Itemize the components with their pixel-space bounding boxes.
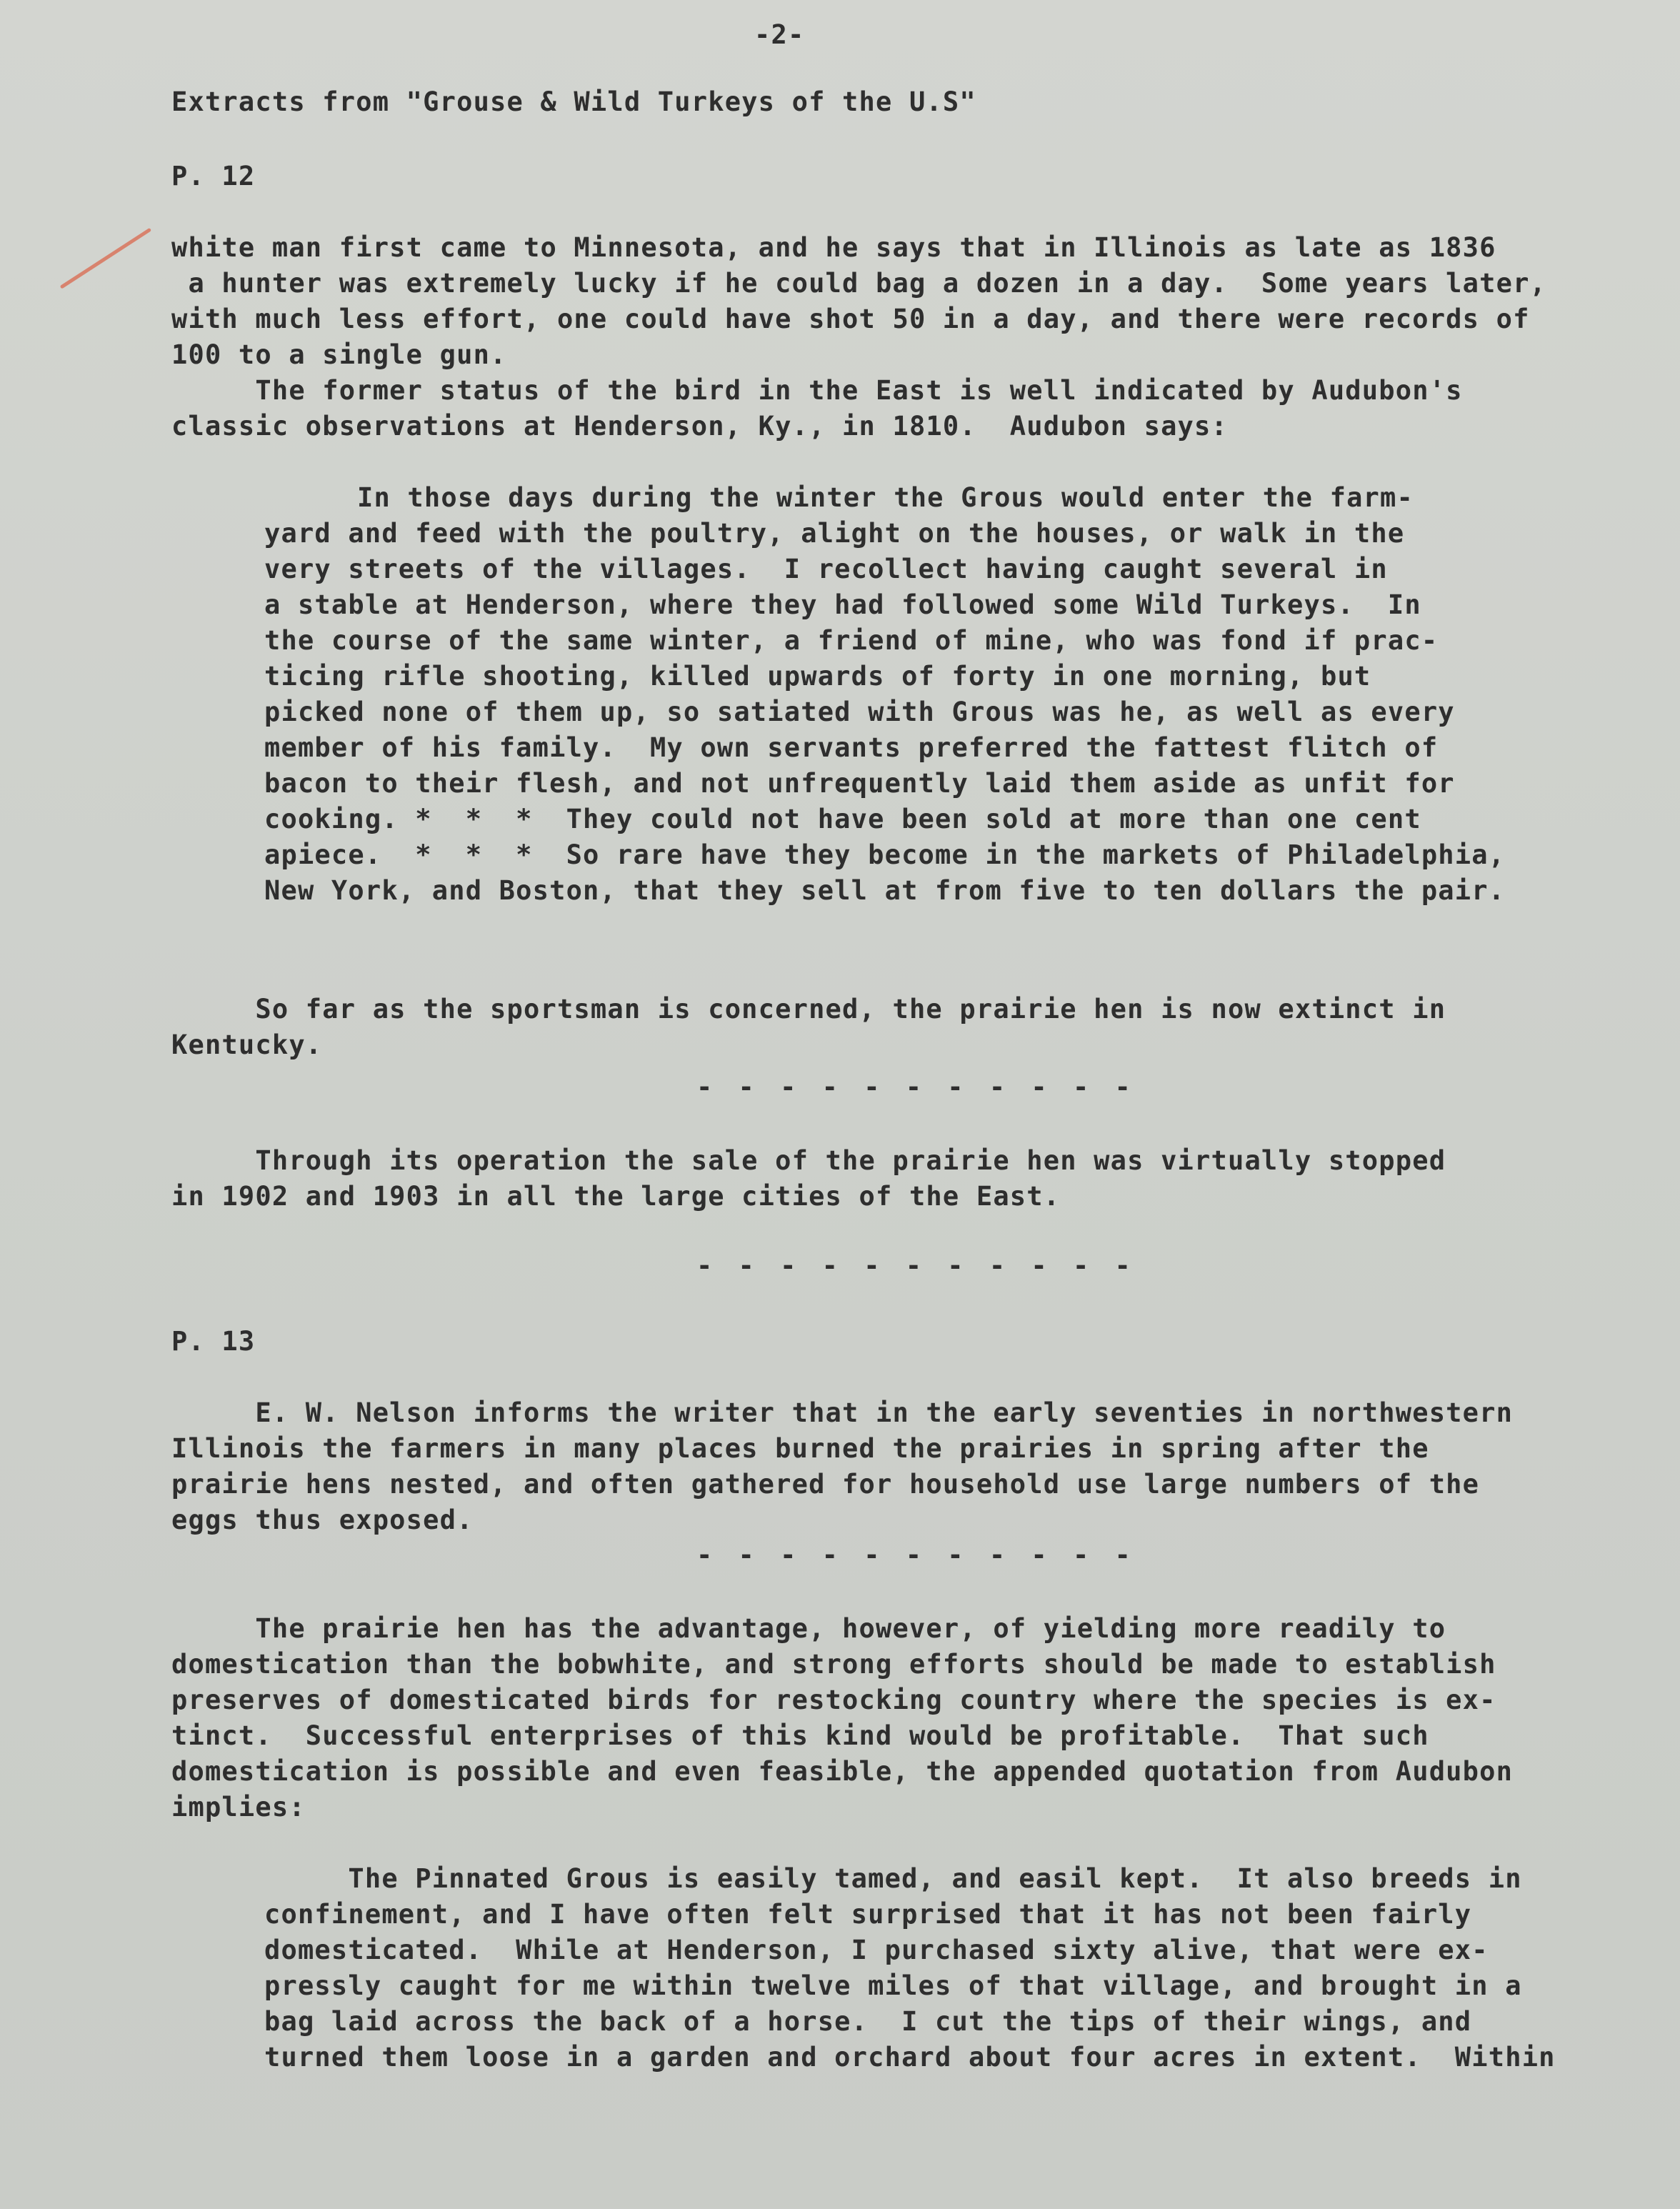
separator-dashes: - - - - - - - - - - - — [696, 1072, 1136, 1102]
text-line: eggs thus exposed. — [171, 1505, 474, 1535]
text-line: preserves of domesticated birds for restocking country where the species is ex- — [171, 1685, 1496, 1715]
text-line: tinct. Successful enterprises of this kind would be profitable. That such — [171, 1720, 1429, 1751]
quote-line: cooking. * * * They could not have been sold at more than one cent — [264, 804, 1421, 834]
quote-line: turned them loose in a garden and orchard about four acres in extent. Within — [264, 2042, 1556, 2073]
text-line: a hunter was extremely lucky if he could bag a dozen in a day. Some years later, — [171, 268, 1547, 299]
text-line: The prairie hen has the advantage, however, of yielding more readily to — [171, 1613, 1446, 1644]
document-heading: Extracts from "Grouse & Wild Turkeys of the U.S" — [171, 86, 976, 117]
section-label-p12: P. 12 — [171, 161, 256, 191]
text-line: implies: — [171, 1792, 306, 1822]
page-number: -2- — [754, 19, 805, 50]
quote-line: confinement, and I have often felt surprised that it has not been fairly — [264, 1899, 1472, 1930]
text-line: 100 to a single gun. — [171, 339, 507, 370]
text-line: So far as the sportsman is concerned, the prairie hen is now extinct in — [171, 994, 1446, 1024]
margin-pencil-mark — [60, 228, 152, 289]
quote-line: In those days during the winter the Grous would enter the farm- — [357, 482, 1414, 513]
section-label-p13: P. 13 — [171, 1326, 256, 1357]
text-line: white man first came to Minnesota, and he says that in Illinois as late as 1836 — [171, 232, 1496, 263]
text-line: prairie hens nested, and often gathered for household use large numbers of the — [171, 1469, 1480, 1500]
quote-line: bacon to their flesh, and not unfrequently laid them aside as unfit for — [264, 768, 1455, 799]
quote-line: picked none of them up, so satiated with Grous was he, as well as every — [264, 697, 1455, 727]
text-line: domestication than the bobwhite, and strong efforts should be made to establish — [171, 1649, 1496, 1680]
quote-line: apiece. * * * So rare have they become in the markets of Philadelphia, — [264, 839, 1506, 870]
separator-dashes: - - - - - - - - - - - — [696, 1540, 1136, 1570]
quote-line: very streets of the villages. I recollect having caught several in — [264, 554, 1388, 584]
quote-line: the course of the same winter, a friend of mine, who was fond if prac- — [264, 625, 1439, 656]
quote-line: pressly caught for me within twelve miles of that village, and brought in a — [264, 1970, 1522, 2001]
quote-line: ticing rifle shooting, killed upwards of forty in one morning, but — [264, 661, 1371, 692]
quote-line: member of his family. My own servants preferred the fattest flitch of — [264, 732, 1439, 763]
text-line: Through its operation the sale of the prairie hen was virtually stopped — [171, 1145, 1446, 1176]
text-line: in 1902 and 1903 in all the large cities of the East. — [171, 1181, 1061, 1212]
quote-line: New York, and Boston, that they sell at from five to ten dollars the pair. — [264, 875, 1506, 906]
text-line: with much less effort, one could have shot 50 in a day, and there were records of — [171, 304, 1530, 334]
text-line: classic observations at Henderson, Ky., in 1810. Audubon says: — [171, 411, 1228, 442]
quote-line: The Pinnated Grous is easily tamed, and easil kept. It also breeds in — [264, 1863, 1522, 1894]
text-line: Kentucky. — [171, 1029, 323, 1060]
text-line: domestication is possible and even feasible, the appended quotation from Audubon — [171, 1756, 1514, 1787]
text-line: Illinois the farmers in many places burned the prairies in spring after the — [171, 1433, 1429, 1464]
separator-dashes: - - - - - - - - - - - — [696, 1250, 1136, 1281]
quote-line: bag laid across the back of a horse. I cut the tips of their wings, and — [264, 2006, 1472, 2037]
text-line: The former status of the bird in the East is well indicated by Audubon's — [171, 375, 1463, 406]
quote-line: yard and feed with the poultry, alight on the houses, or walk in the — [264, 518, 1405, 549]
quote-line: domesticated. While at Henderson, I purchased sixty alive, that were ex- — [264, 1935, 1489, 1965]
quote-line: a stable at Henderson, where they had followed some Wild Turkeys. In — [264, 589, 1421, 620]
text-line: E. W. Nelson informs the writer that in the early seventies in northwestern — [171, 1397, 1514, 1428]
